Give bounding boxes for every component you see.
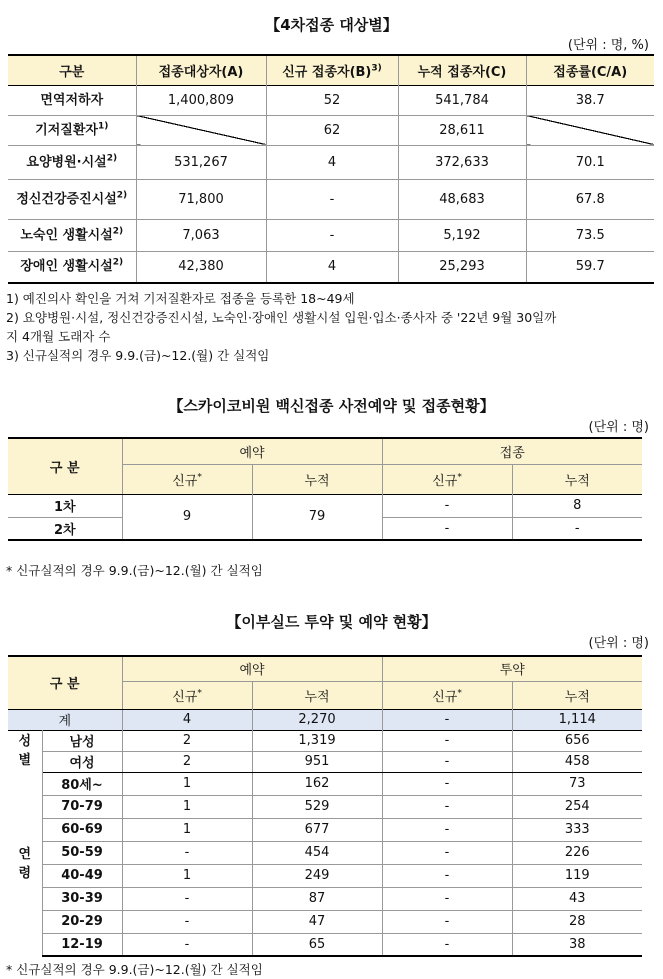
t3-row [8,751,642,772]
t1-cell-b: 62 [266,115,398,145]
t3-total-ac: 1,114 [558,712,596,727]
t3-total-rc: 2,270 [252,709,382,730]
t3-cell-rc: 162 [252,772,382,795]
t1-cell-c: 28,611 [398,115,526,145]
t3-cell-an: - [382,910,512,933]
t3-cell-rc: 677 [252,818,382,841]
header-rate: 접종률(C/A) [553,64,628,80]
table3-note: * 신규실적의 경우 9.9.(금)~12.(월) 간 실적임 [6,962,263,977]
t3-row [8,841,642,864]
t2-header-reservation: 예약 [122,438,382,464]
skycovione-table [8,437,642,541]
t3-cell-rn: 2 [122,730,252,751]
t3-cell-rc: 65 [252,933,382,956]
evusheld-table [8,655,642,957]
t3-total-row [8,709,642,730]
t3-cell-rn: - [122,841,252,864]
t3-cell-an: - [382,864,512,887]
t3-cell-label: 70-79 [42,795,122,818]
t3-row [8,864,642,887]
t3-cell-ac: 38 [512,933,642,956]
t1-cell-b: 52 [266,85,398,115]
t3-row [8,795,642,818]
t2-row-second: 2차 [8,517,122,540]
t2-header-group: 구 분 [8,438,122,494]
t3-cell-rn: - [122,910,252,933]
t1-cell-b: 4 [266,145,398,179]
t1-cell-c: 541,784 [398,85,526,115]
t3-row [8,933,642,956]
t3-cell-an: - [382,933,512,956]
t2-v2-new: - [382,517,512,540]
t1-row [8,179,654,219]
note-3: 3) 신규실적의 경우 9.9.(금)~12.(월) 간 실적임 [6,348,270,363]
t3-cell-ac: 73 [512,772,642,795]
t1-cell-c: 48,683 [398,179,526,219]
t3-cell-rc: 529 [252,795,382,818]
t3-header-group: 구 분 [8,656,122,709]
t1-cell-d: 59.7 [575,259,605,275]
header-new: 신규 접종자$(B)^{3)}$ [266,55,398,85]
t1-cell-d: 70.1 [575,154,605,170]
t3-cell-an: - [382,795,512,818]
t1-row-label: 노숙인 생활시설$^{2)}$ [8,219,136,251]
t3-cell-rc: 47 [252,910,382,933]
t1-row [8,251,654,283]
t3-cell-rn: - [122,933,252,956]
t3-cell-an: - [382,841,512,864]
table1-notes [6,289,556,365]
t3-cell-label: 40-49 [42,864,122,887]
t3-row [8,910,642,933]
t1-row-label: 기저질환자$^{1)}$ [8,115,136,145]
t3-cell-an: - [382,887,512,910]
t2-row-first: 1차 [8,494,122,517]
t3-cell-an: - [382,772,512,795]
t1-cell-c: 372,633 [398,145,526,179]
t1-cell-b: 4 [266,251,398,283]
t3-cell-an: - [382,818,512,841]
t3-cell-label: 30-39 [42,887,122,910]
t3-header-adm-new: 신규* [382,681,512,709]
t3-total-an: - [382,709,512,730]
t3-cell-rn: - [122,887,252,910]
t1-cell-c: 25,293 [398,251,526,283]
t2-v1-new: - [382,494,512,517]
t1-row-label: 면역저하자 [8,85,136,115]
t2-res-new: 9 [122,494,252,540]
t1-cell-d: 73.5 [575,227,605,243]
t1-cell-d: 38.7 [575,92,605,108]
t3-cell-ac: 28 [512,910,642,933]
note-1: 1) 예진의사 확인을 거쳐 기저질환자로 접종을 등록한 18~49세 [6,291,355,306]
t3-cell-ac: 254 [512,795,642,818]
t3-cell-rn: 1 [122,772,252,795]
t2-header-vac-cum: 누적 [564,473,590,489]
t3-row [8,887,642,910]
t1-row-label: 요양병원·시설$^{2)}$ [8,145,136,179]
t3-cell-rc: 87 [252,887,382,910]
t1-row [8,145,654,179]
t1-row [8,85,654,115]
t1-cell-a: 42,380 [136,251,266,283]
t3-cell-an: - [382,730,512,751]
t3-cell-rn: 1 [122,864,252,887]
t3-cell-ac: 656 [512,730,642,751]
table1-unit: (단위 : 명, %) [567,38,649,53]
t3-total-rn: 4 [122,709,252,730]
header-category: 구분 [8,55,136,85]
t1-cell-a [136,115,266,145]
vaccination-target-table [8,54,654,284]
t2-v1-cum: 8 [512,494,642,517]
note-2-cont: 지 4개월 도래자 수 [6,329,111,344]
t3-group-sex: 성 별 [8,730,42,772]
t3-cell-ac: 119 [512,864,642,887]
table1-title: 【4차접종 대상별】 [265,16,398,34]
t2-v2-cum: - [574,520,580,536]
t3-cell-rc: 454 [252,841,382,864]
t1-cell-a: 1,400,809 [136,85,266,115]
t1-row [8,115,654,145]
t3-group-age: 연 령 [8,772,42,956]
t2-header-res-new: 신규* [122,464,252,494]
header-cumulative: 누적 접종자(C) [398,55,526,85]
table2-note: * 신규실적의 경우 9.9.(금)~12.(월) 간 실적임 [6,563,263,578]
t3-cell-label: 여성 [42,751,122,772]
t2-header-res-cum: 누적 [252,464,382,494]
t1-cell-b: - [266,219,398,251]
t3-cell-ac: 458 [512,751,642,772]
t3-cell-label: 60-69 [42,818,122,841]
t1-row-label: 장애인 생활시설$^{2)}$ [8,251,136,283]
t1-cell-a: 531,267 [136,145,266,179]
t3-header-reservation: 예약 [122,656,382,681]
t1-row [8,219,654,251]
t1-cell-a: 71,800 [136,179,266,219]
t1-cell-c: 5,192 [398,219,526,251]
t3-cell-rn: 2 [122,751,252,772]
t3-cell-rc: 1,319 [252,730,382,751]
t1-row-label: 정신건강증진시설$^{2)}$ [8,179,136,219]
table2-unit: (단위 : 명) [588,420,649,435]
t3-cell-label: 50-59 [42,841,122,864]
t3-header-administration: 투약 [382,656,642,681]
t3-row [8,818,642,841]
t3-cell-an: - [382,751,512,772]
t1-cell-d [526,115,654,145]
table3-title: 【이부실드 투약 및 예약 현황】 [226,613,437,631]
t2-res-cum: 79 [252,494,382,540]
t3-cell-rc: 249 [252,864,382,887]
t3-cell-ac: 333 [512,818,642,841]
t3-row [8,730,642,751]
t3-cell-rn: 1 [122,795,252,818]
t3-total-label: 계 [8,709,122,730]
table3-unit: (단위 : 명) [588,636,649,651]
t2-header-vac-new: 신규* [382,464,512,494]
note-2: 2) 요양병원·시설, 정신건강증진시설, 노숙인·장애인 생활시설 입원·입소·종사자 중 '22년 9월 30일까 [6,310,557,325]
t3-cell-label: 남성 [42,730,122,751]
t1-cell-d: 67.8 [575,191,605,207]
t1-cell-a: 7,063 [136,219,266,251]
t3-cell-rc: 951 [252,751,382,772]
t3-header-adm-cum: 누적 [564,689,590,705]
t2-header-vaccination: 접종 [382,438,642,464]
t3-row [8,772,642,795]
t3-cell-label: 80세~ [42,772,122,795]
t3-cell-ac: 226 [512,841,642,864]
t3-cell-rn: 1 [122,818,252,841]
t1-cell-b: - [266,179,398,219]
t3-header-res-new: 신규* [122,681,252,709]
table2-title: 【스카이코비원 백신접종 사전예약 및 접종현황】 [168,397,495,415]
t3-cell-ac: 43 [512,887,642,910]
header-target: 접종대상자(A) [136,55,266,85]
t3-header-res-cum: 누적 [252,681,382,709]
t3-cell-label: 12-19 [42,933,122,956]
t3-cell-label: 20-29 [42,910,122,933]
